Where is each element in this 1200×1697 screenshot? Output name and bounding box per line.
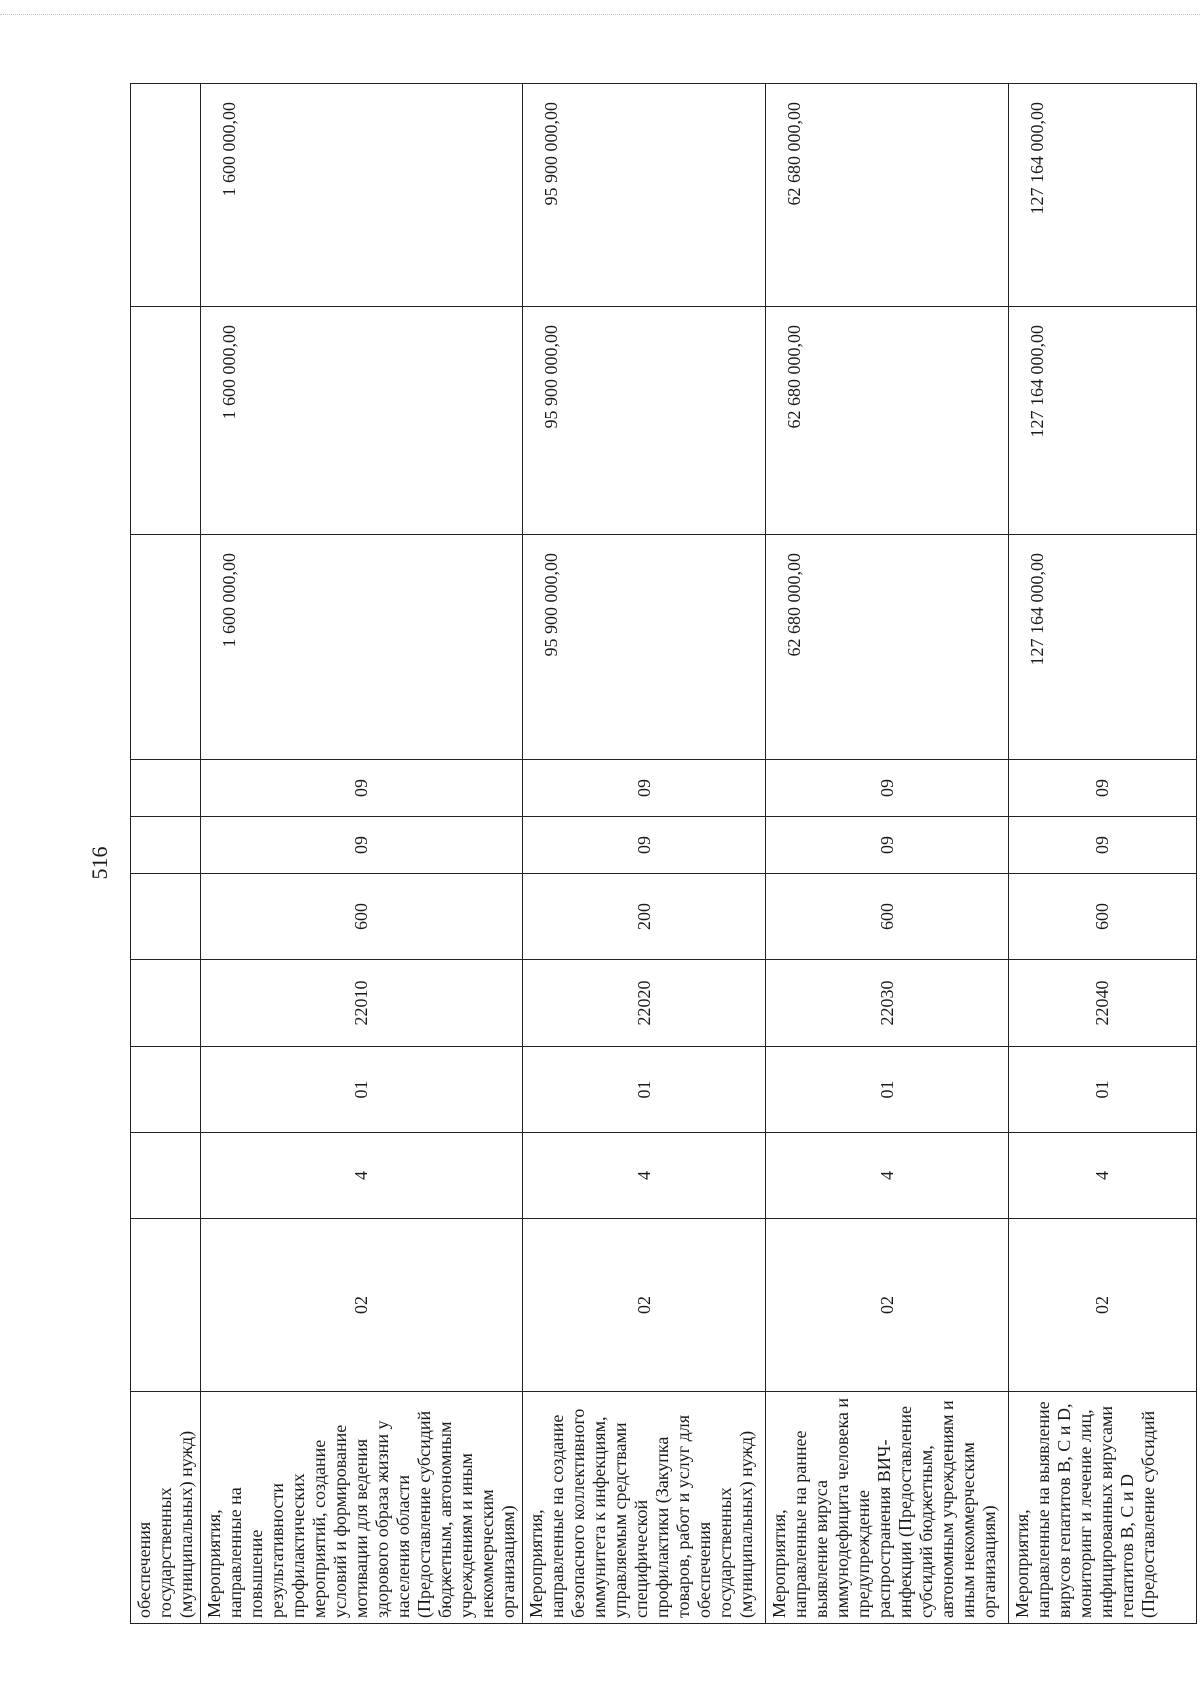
code-cell xyxy=(131,817,201,874)
code-cell: 22040 xyxy=(1009,960,1197,1047)
amount-cell xyxy=(131,307,201,535)
table-row xyxy=(1009,84,1197,1624)
amount-cell: 95 900 000,00 xyxy=(523,535,766,760)
rotated-table-wrapper xyxy=(130,84,1158,1624)
code-cell: 09 xyxy=(766,817,1009,874)
code-cell: 600 xyxy=(201,874,523,960)
code-cell xyxy=(131,760,201,817)
amount-cell xyxy=(131,535,201,760)
row-description: Мероприятия, направленные на раннее выявление вируса иммунодефицита человека и предупреждение распространения ВИЧ-инфекции (Предоставление субсидий бюджетным, автономным учреждениям и иным некоммерческим организациям) xyxy=(766,1392,1009,1624)
code-cell: 02 xyxy=(201,1219,523,1392)
code-cell: 09 xyxy=(201,817,523,874)
row-description: Мероприятия, направленные на выявление вирусов гепатитов B, C и D, мониторинг и лечение лиц, инфицированных вирусами гепатитов B, C и D (Предоставление субсидий xyxy=(1009,1392,1197,1624)
code-cell xyxy=(131,1219,201,1392)
row-description: Мероприятия, направленные на создание безопасного коллективного иммунитета к инфекциям, управляемым средствами специфической профилактики (Закупка товаров, работ и услуг для обеспечения государственных (муниципальных) нужд) xyxy=(523,1392,766,1624)
amount-cell: 127 164 000,00 xyxy=(1009,84,1197,307)
code-cell: 09 xyxy=(201,760,523,817)
code-cell: 01 xyxy=(1009,1047,1197,1133)
code-cell: 4 xyxy=(1009,1133,1197,1219)
table-row xyxy=(766,84,1009,1624)
code-cell: 200 xyxy=(523,874,766,960)
code-cell: 22030 xyxy=(766,960,1009,1047)
code-cell: 09 xyxy=(523,817,766,874)
code-cell: 22010 xyxy=(201,960,523,1047)
amount-cell: 127 164 000,00 xyxy=(1009,535,1197,760)
amount-cell: 62 680 000,00 xyxy=(766,307,1009,535)
code-cell: 4 xyxy=(766,1133,1009,1219)
amount-cell: 62 680 000,00 xyxy=(766,535,1009,760)
row-description: Мероприятия, направленные на повышение результативности профилактических мероприятий, создание условий и формирование мотивации для ведения здорового образа жизни у населения области (Предоставление субсидий бюджетным, автономным учреждениям и иным некоммерческим организациям) xyxy=(201,1392,523,1624)
amount-cell xyxy=(131,84,201,307)
code-cell: 01 xyxy=(523,1047,766,1133)
code-cell: 09 xyxy=(1009,760,1197,817)
amount-cell: 62 680 000,00 xyxy=(766,84,1009,307)
budget-table xyxy=(130,83,1197,1624)
code-cell xyxy=(131,960,201,1047)
code-cell: 02 xyxy=(523,1219,766,1392)
code-cell: 02 xyxy=(1009,1219,1197,1392)
code-cell: 22020 xyxy=(523,960,766,1047)
code-cell: 02 xyxy=(766,1219,1009,1392)
code-cell xyxy=(131,1133,201,1219)
table-row xyxy=(131,84,201,1624)
scan-edge-line xyxy=(0,14,1200,15)
amount-cell: 127 164 000,00 xyxy=(1009,307,1197,535)
amount-cell: 1 600 000,00 xyxy=(201,535,523,760)
code-cell: 600 xyxy=(1009,874,1197,960)
code-cell: 600 xyxy=(766,874,1009,960)
row-description: обеспечения государственных (муниципальных) нужд) xyxy=(131,1392,201,1624)
code-cell xyxy=(131,874,201,960)
page-number: 516 xyxy=(87,846,112,880)
code-cell: 01 xyxy=(201,1047,523,1133)
amount-cell: 95 900 000,00 xyxy=(523,84,766,307)
table-row xyxy=(201,84,523,1624)
code-cell: 09 xyxy=(766,760,1009,817)
code-cell: 09 xyxy=(523,760,766,817)
amount-cell: 1 600 000,00 xyxy=(201,307,523,535)
code-cell: 4 xyxy=(523,1133,766,1219)
table-row xyxy=(523,84,766,1624)
code-cell: 4 xyxy=(201,1133,523,1219)
code-cell: 01 xyxy=(766,1047,1009,1133)
code-cell xyxy=(131,1047,201,1133)
amount-cell: 95 900 000,00 xyxy=(523,307,766,535)
amount-cell: 1 600 000,00 xyxy=(201,84,523,307)
code-cell: 09 xyxy=(1009,817,1197,874)
